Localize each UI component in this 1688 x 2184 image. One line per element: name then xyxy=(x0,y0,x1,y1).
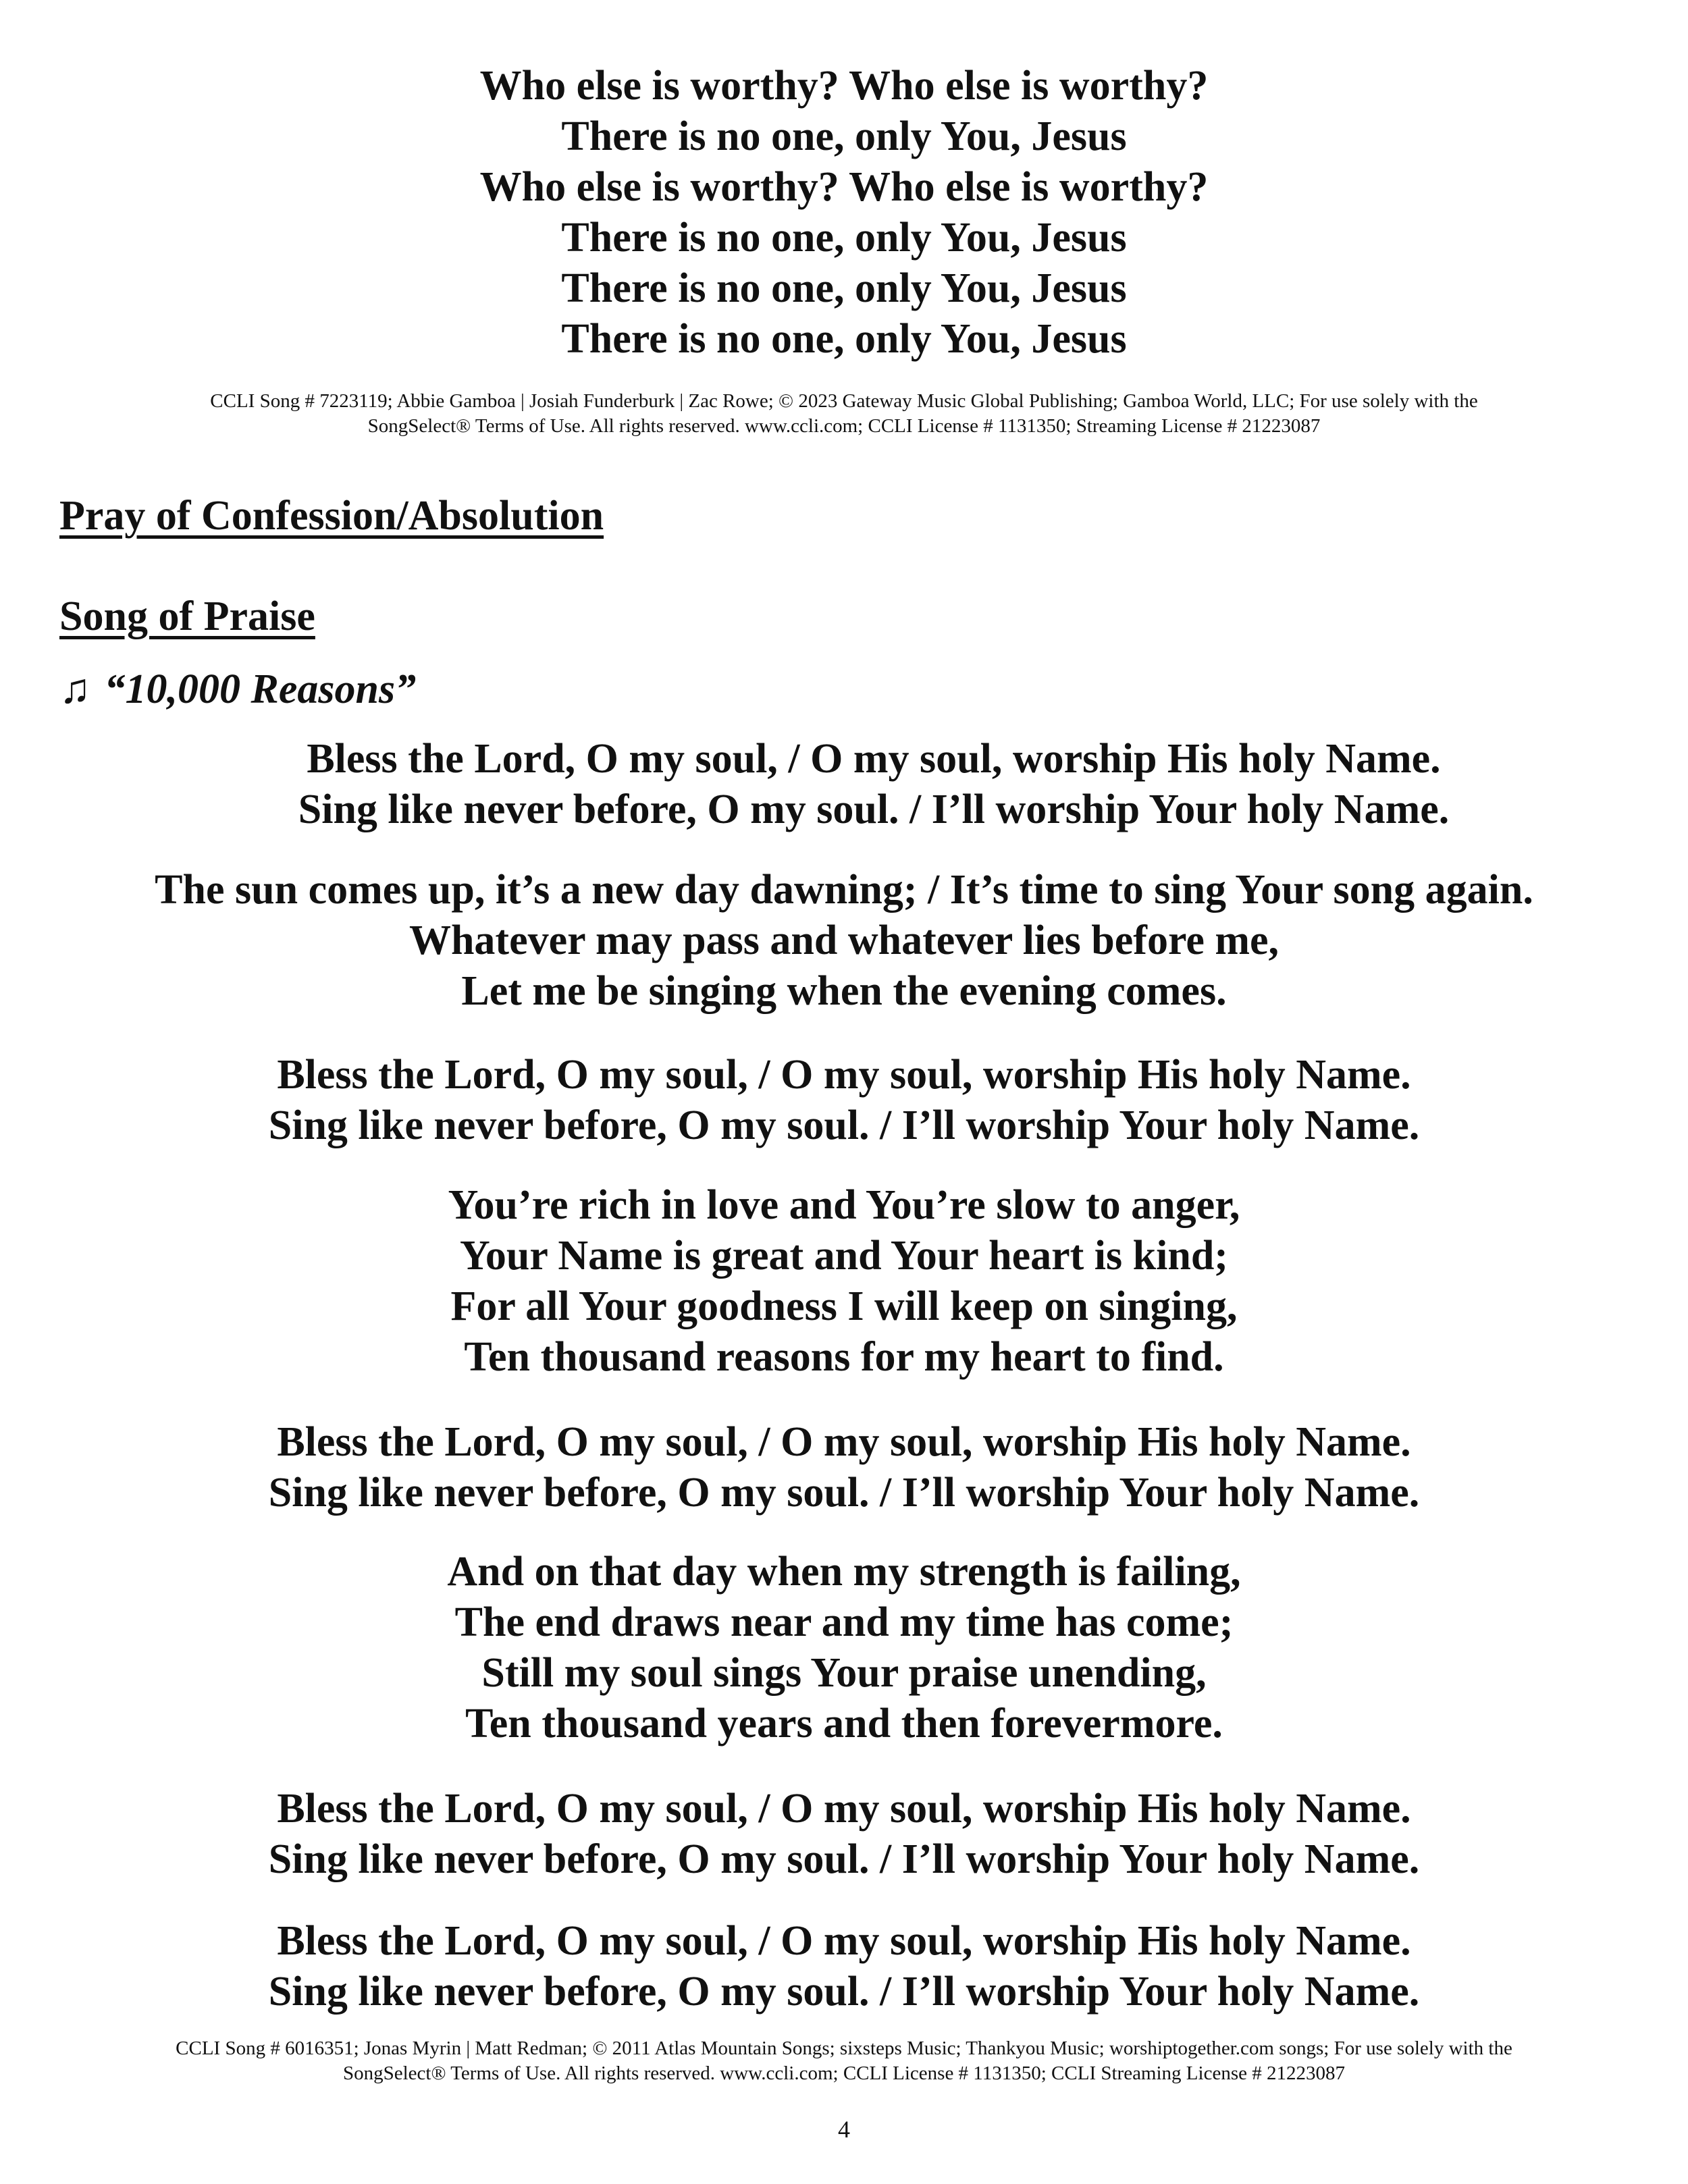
lyric-line: Bless the Lord, O my soul, / O my soul, worship His holy Name. xyxy=(277,1052,1411,1098)
lyric-line: Sing like never before, O my soul. / I’ll worship Your holy Name. xyxy=(298,787,1450,832)
verse-stanza xyxy=(0,1180,1688,1383)
credit-line: CCLI Song # 7223119; Abbie Gamboa | Josiah Funderburk | Zac Rowe; © 2023 Gateway Music Global Publishing; Gamboa World, LLC; For use solely with the xyxy=(210,390,1478,412)
lyric-line: Still my soul sings Your praise unending, xyxy=(481,1650,1207,1696)
song-title xyxy=(59,664,416,715)
lyric-line: Bless the Lord, O my soul, / O my soul, worship His holy Name. xyxy=(277,1918,1411,1964)
lyric-line: Your Name is great and Your heart is kind; xyxy=(460,1233,1228,1279)
song2-ccli-credit xyxy=(81,2036,1607,2086)
song-title-text: “10,000 Reasons” xyxy=(104,666,417,712)
lyric-line: Bless the Lord, O my soul, / O my soul, worship His holy Name. xyxy=(277,1419,1411,1465)
verse-stanza xyxy=(0,865,1688,1017)
chorus-stanza xyxy=(0,1417,1688,1518)
lyric-line: Sing like never before, O my soul. / I’ll worship Your holy Name. xyxy=(268,1969,1420,2015)
lyric-line: There is no one, only You, Jesus xyxy=(561,113,1127,159)
lyric-line: Whatever may pass and whatever lies before me, xyxy=(408,917,1280,963)
credit-line: SongSelect® Terms of Use. All rights reserved. www.ccli.com; CCLI License # 1131350; CCLI Streaming License # 21223087 xyxy=(343,2062,1345,2084)
chorus-stanza xyxy=(30,734,1688,835)
page-number: 4 xyxy=(838,2116,850,2143)
chorus-stanza xyxy=(0,1916,1688,2017)
lyric-line: The end draws near and my time has come; xyxy=(454,1599,1234,1645)
chorus-stanza xyxy=(0,1784,1688,1885)
lyric-line: You’re rich in love and You’re slow to anger, xyxy=(448,1182,1240,1228)
lyric-line: Ten thousand reasons for my heart to find. xyxy=(464,1334,1224,1380)
music-note-icon: ♫ xyxy=(59,666,91,712)
lyric-line: Who else is worthy? Who else is worthy? xyxy=(479,164,1209,210)
lyric-line: Bless the Lord, O my soul, / O my soul, worship His holy Name. xyxy=(307,736,1441,782)
lyric-line: Bless the Lord, O my soul, / O my soul, worship His holy Name. xyxy=(277,1786,1411,1832)
credit-line: CCLI Song # 6016351; Jonas Myrin | Matt Redman; © 2011 Atlas Mountain Songs; sixsteps Music; Thankyou Music; worshiptogether.com songs; For use solely with the xyxy=(176,2037,1512,2059)
lyric-line: There is no one, only You, Jesus xyxy=(561,215,1127,261)
credit-line: SongSelect® Terms of Use. All rights reserved. www.ccli.com; CCLI License # 1131350; Streaming License # 21223087 xyxy=(367,415,1321,437)
lyric-line: And on that day when my strength is failing, xyxy=(447,1549,1241,1595)
heading-song-of-praise: Song of Praise xyxy=(59,593,315,639)
song1-ccli-credit xyxy=(81,389,1607,439)
heading-confession: Pray of Confession/Absolution xyxy=(59,493,604,539)
lyric-line: There is no one, only You, Jesus xyxy=(561,265,1127,311)
chorus-stanza xyxy=(0,1050,1688,1151)
lyric-line: There is no one, only You, Jesus xyxy=(561,316,1127,362)
song1-lyrics xyxy=(0,61,1688,365)
lyric-line: Let me be singing when the evening comes. xyxy=(461,968,1227,1014)
lyric-line: For all Your goodness I will keep on singing, xyxy=(450,1283,1238,1329)
lyric-line: Sing like never before, O my soul. / I’ll worship Your holy Name. xyxy=(268,1470,1420,1516)
lyric-line: The sun comes up, it’s a new day dawning; / It’s time to sing Your song again. xyxy=(155,867,1533,913)
lyric-line: Sing like never before, O my soul. / I’ll worship Your holy Name. xyxy=(268,1836,1420,1882)
lyric-line: Sing like never before, O my soul. / I’ll worship Your holy Name. xyxy=(268,1102,1420,1148)
lyric-line: Ten thousand years and then forevermore. xyxy=(465,1701,1223,1747)
verse-stanza xyxy=(0,1547,1688,1749)
lyric-line: Who else is worthy? Who else is worthy? xyxy=(479,63,1209,109)
